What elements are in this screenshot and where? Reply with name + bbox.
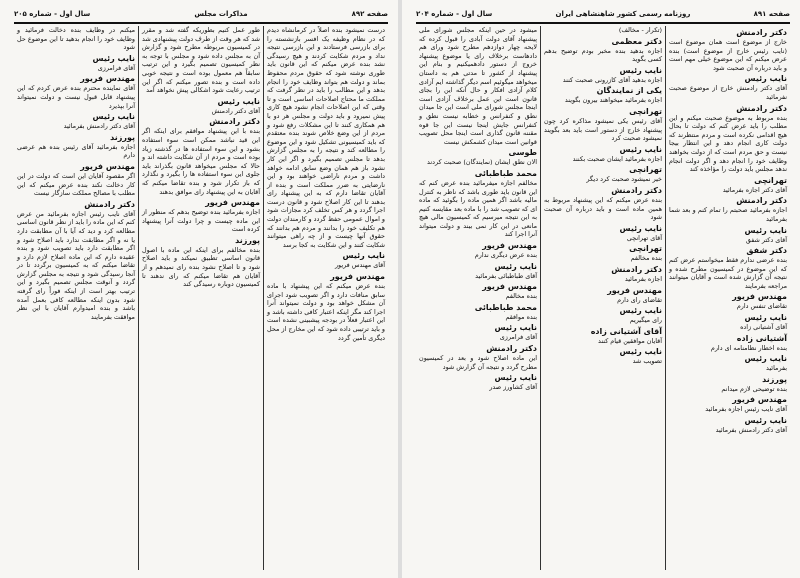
speaker-name: تهرانچی	[629, 106, 662, 116]
speaker-name: مهندس فریور	[732, 292, 787, 302]
speaker-name: نایب رئیس	[744, 354, 787, 364]
speaker-name: دکتر رادمنش	[736, 28, 787, 37]
speaker-name: نایب رئیس	[744, 225, 787, 235]
issue-number: سال اول - شماره ۲۰۴	[416, 10, 493, 18]
speaker-name: دکتر رادمنش	[736, 196, 787, 206]
speech-text: بنده با این پیشنهاد موافقم برای اینکه اگر این قید نباشد ممکن است سوء استفاده بشود و این سوء استفاده ها در گذشته زیاد بوده است و مردم از آن شکایت داشته اند و حالا که مجلس میخواهد قانون بگذراند باید جلوی این سوء استفاده ها را بگیرد و نگذارد که باز تکرار شود و بنده تقاضا میکنم که آقایان به این پیشنهاد رای موافق بدهند	[142, 127, 260, 196]
speech-text: اجازه بفرمائید آقای رئیس بنده هم عرضی دارم	[17, 142, 135, 160]
speech-text: آقای فرامرزی	[97, 63, 135, 72]
speech-text: اجازه بفرمائید میخواهند بیرون بگویند	[564, 96, 662, 105]
speech-text: بنده عرض میکنم که این پیشنهاد با ماده سابق منافات دارد و اگر تصویب شود اجرای آن مشکل خواهد بود و دولت نمیتواند آنرا اجرا کند مگر اینکه اعتبار کافی داشته باشد و این اعتبار فعلاً در بودجه پیشبینی نشده است و باید ترتیبی داده شود که این مخارج از محل دیگری تأمین گردد	[267, 282, 385, 342]
speaker-name: تهرانچی	[754, 175, 787, 185]
speech-text: بنده عرضی ندارم فقط میخواستم عرض کنم که این موضوع در کمیسیون مطرح شده و نتیجه آن گزارش شده است و آقایان میتوانند مراجعه بفرمایند	[669, 256, 787, 290]
speech-text: آقای دکتر رادمنش بفرمائید	[715, 426, 787, 435]
speech-text: تقاضای تنفس دارم	[736, 302, 787, 311]
speaker-name: نایب رئیس	[92, 53, 135, 63]
page-number: صفحه ۸۹۱	[753, 10, 790, 18]
speech-text: آقای دکتر رادمنش بفرمائید	[63, 122, 135, 131]
speech-text: بنده اخطار نظامنامه ای دارم	[710, 343, 787, 352]
speaker-name: مهندس فریور	[607, 285, 662, 295]
speaker-name: نایب رئیس	[217, 96, 260, 106]
speaker-name: نایب رئیس	[744, 416, 787, 426]
speaker-name: آقای آشتیانی زاده	[590, 326, 662, 336]
speech-text: (تکرار - مخالف)	[618, 26, 662, 34]
left-page-header	[14, 8, 388, 20]
speech-text: آقای تهرانچی	[626, 233, 662, 242]
speech-text: اجازه بفرمائید	[624, 274, 662, 283]
speech-text: بنده عرض دیگری ندارم	[474, 251, 537, 260]
speech-text: میشود در حین اینکه مجلس شورای ملی پیشنهاد آقای دولت آبادی را قبول کرده که لایحه چهار دوازدهم مطرح شود ورای هم دادهاست برخلاف رای یا موضوع پیشنهاد خروج از دستور دادهمیکنیم و بنام این پیشنهاد از کشور تا مدتی هم به داستان میخواهد میگوئیم اسم دیگر گذاشته ایم آزادی کلام آزادی افکار و حال آنکه این را بجای قانون است این عمل برخلاف آزادی است اینجا مجلس شورای ملی است این جا میدان نطق و کنفرانس و خطابه نیست نطق و کنفرانس جایش اینجا نیست این جا قوه مقننه قانون گذاری است اینجا محل تصویب قوانین است میدان کشمکش نیست	[419, 26, 537, 146]
speaker-name: نایب رئیس	[619, 306, 662, 316]
issue-number: سال اول - شماره ۲۰۵	[14, 10, 91, 18]
speaker-name: آشتیانی زاده	[736, 333, 787, 343]
text-column	[14, 26, 138, 570]
speech-text: درست نمیشود بنده اصلاً در کرمانشاه دیدم که در نظام وظیفه یک افسر بازنشسته را برای بازرسی فرستادند و این بازرسی نتیجه نداد و مردم شکایت کردند و هیچ رسیدگی نشد بنده عرض میکنم که این قانون باید طوری نوشته شود که حقوق مردم محفوظ بماند و دولت هم بتواند وظایف خود را انجام بدهد و این مطالب را باید در نظر گرفت که مملکت ما محتاج اصلاحات اساسی است و تا وقتی که این اصلاحات انجام نشود هیچ کاری پیش نمیرود و باید دولت و مجلس هر دو با هم همکاری کنند تا این مشکلات رفع شود و مردم از این وضع خلاص شوند بنده معتقدم که باید کمیسیونی تشکیل شود و این موضوع را مطالعه کند و نتیجه را به مجلس گزارش بدهد تا مجلس تصمیم بگیرد و اگر این کار نشود باز هم همان وضع سابق ادامه خواهد داشت و مردم ناراضی خواهند بود و این نارضایتی به ضرر مملکت است و بنده از آقایان تقاضا دارم که به این پیشنهاد رای بدهند تا این کار اصلاح شود و قانون درست اجرا گردد و هر کس تخلف کرد مجازات شود و اموال عمومی حفظ گردد و کارمندان دولت هم تکلیف خود را بدانند و مردم هم بدانند که حقوق آنها چیست و از چه راهی میتوانند شکایت کنند و این شکایت به کجا برسد	[267, 26, 385, 249]
speech-text: بنده موافقم	[505, 312, 537, 321]
speaker-name: دکتر شفق	[746, 246, 787, 256]
speaker-name: نایب رئیس	[342, 251, 385, 261]
speech-text: تقاضای رای دارم	[617, 295, 662, 304]
section-title: روزنامه رسمی کشور شاهنشاهی ایران	[555, 10, 691, 18]
speaker-name: پورزند	[762, 374, 787, 384]
speech-text: آقای نایب رئیس اجازه بفرمائید من عرض کنم که این ماده را باید از نظر قانون اساسی مطالعه کرد و دید که آیا با آن مطابقت دارد یا نه و اگر مطابقت ندارد باید اصلاح شود و اگر مطابقت دارد باید تصویب شود و بنده عقیده دارم که این ماده اصلاح لازم دارد و تقاضا میکنم که به کمیسیون برگردد تا در آنجا رسیدگی شود و نتیجه به مجلس گزارش گردد و آنوقت مجلس تصمیم بگیرد و این ترتیب بهتر است از اینکه فوراً رای گرفته شود بدون اینکه مطالعه کافی بعمل آمده باشد و بنده امیدوارم آقایان با این نظر موافقت بفرمایند	[17, 209, 135, 321]
text-column	[416, 26, 540, 570]
speaker-name: نایب رئیس	[494, 261, 537, 271]
speaker-name: دکتر رادمنش	[611, 185, 662, 195]
speech-text: بنده مخالفم برای اینکه این ماده با اصول قانون اساسی تطبیق نمیکند و باید اصلاح شود و تا اصلاح نشود بنده رای نمیدهم و از آقایان هم تقاضا میکنم که رای ندهند تا کمیسیون دوباره رسیدگی کند	[142, 245, 260, 289]
speaker-name: طوسی	[508, 148, 537, 158]
speech-text: اجازه بفرمائید صحبتم را تمام کنم و بعد شما بفرمائید	[669, 206, 787, 223]
speech-text: بنده مخالفم	[505, 292, 537, 301]
speech-text: طور عمل کنیم بطوریکه گفته شد و مقرر شد که هر وقت از طرف دولت پیشنهادی شد در کمیسیون مربوطه مطرح شود و گزارش آن به مجلس داده شود و مجلس با توجه به نظر کمیسیون تصمیم بگیرد و این ترتیب سابقاً هم معمول بوده است و نتیجه خوبی داده است و بنده تصور میکنم که اگر این ترتیب رعایت شود اشکالی پیش نخواهد آمد	[142, 26, 260, 95]
speech-text: آقایان موافقین قیام کنند	[597, 336, 662, 345]
speech-text: آقای مهندس فریور	[334, 261, 385, 270]
speaker-name: یکی از نمایندگان	[596, 86, 662, 96]
speech-text: این ماده اصلاح شود و بعد در کمیسیون مطرح گردد و نتیجه آن گزارش شود	[419, 354, 537, 371]
speaker-name: نایب رئیس	[744, 313, 787, 323]
speech-text: اگر مقصود آقایان این است که دولت در این کار دخالت نکند بنده عرض میکنم که این مطلب با مصالح مملکت سازگار نیست	[17, 171, 135, 198]
left-page	[0, 0, 398, 578]
speaker-name: مهندس فریور	[482, 241, 537, 251]
right-columns	[416, 26, 790, 570]
speaker-name: دکتر معظمی	[611, 36, 662, 46]
speaker-name: پورزند	[235, 235, 260, 245]
speech-text: آقای نایب رئیس اجازه بفرمائید	[705, 405, 787, 414]
speaker-name: محمد طباطبائی	[474, 168, 537, 178]
text-column	[540, 26, 665, 570]
speaker-name: دکتر رادمنش	[736, 103, 787, 113]
speech-text: آقای آشتیانی زاده	[740, 323, 787, 332]
speaker-name: نایب رئیس	[744, 74, 787, 84]
speech-text: آقای فرامرزی	[499, 333, 537, 342]
speaker-name: نایب رئیس	[619, 223, 662, 233]
speech-text: آقای رئیس یکی نمیشود مذاکره کرد چون پیشنهاد خارج از دستور است باید بعد بگویند نمیشود صحبت کرد	[544, 116, 662, 143]
speech-text: تصویب شد	[632, 357, 662, 366]
speech-text: آقای طباطبائی بفرمائید	[475, 271, 537, 280]
speaker-name: تهرانچی	[629, 165, 662, 175]
speaker-name: دکتر رادمنش	[611, 264, 662, 274]
speech-text: آقای دکتر اجازه بفرمائید	[722, 185, 787, 194]
speech-text: خیر نمیشود صحبت کرد دیگر	[586, 175, 662, 184]
speech-text: اجازه بفرمائید ایشان صحبت بکنند	[572, 154, 662, 163]
section-title: مذاکرات مجلس	[194, 10, 248, 18]
speaker-name: مهندس فریور	[482, 282, 537, 292]
right-page	[402, 0, 800, 578]
speech-text: بنده عرض میکنم که این پیشنهاد مربوط به همین ماده است و باید درباره آن صحبت شود	[544, 195, 662, 222]
text-column	[138, 26, 263, 570]
speaker-name: پورزند	[110, 132, 135, 142]
header-rule	[416, 22, 790, 24]
speaker-name: دکتر رادمنش	[209, 117, 260, 127]
speech-text: میکنم در وظایف بنده دخالت فرمائید و وظایف خود را انجام بدهید تا این موضوع حل شود	[17, 26, 135, 52]
speech-text: آقای دکتر رادمنش	[211, 106, 260, 115]
speaker-name: مهندس فریور	[330, 272, 385, 282]
speech-text: اجازه بدهید آقای کازرونی صحبت کنند	[562, 75, 662, 84]
speech-text: اجازه بدهید بنده مخبر بودم توضیح بدهم کسی بگوید	[544, 46, 662, 64]
speech-text: بنده مربوط به موضوع صحبت میکنم و این مطلب را باید عرض کنم که دولت تا بحال هیچ اقدامی نکرده است و مردم منتظرند که دولت کاری انجام دهد و این انتظار بیجا نیست و حق مردم است که از دولت بخواهند وظایف خود را انجام دهد و اگر دولت انجام ندهد مجلس باید دولت را مؤاخذه کند	[669, 113, 787, 174]
speech-text: اجازه بفرمائید بنده توضیح بدهم که منظور از این ماده چیست و چرا دولت آنرا پیشنهاد کرده است	[142, 208, 260, 234]
speaker-name: مهندس فریور	[732, 395, 787, 405]
speaker-name: نایب رئیس	[494, 373, 537, 383]
speaker-name: محمد طباطبائی	[474, 302, 537, 312]
text-column	[263, 26, 388, 570]
header-rule	[14, 22, 388, 24]
speaker-name: مهندس فریور	[205, 198, 260, 208]
speech-text: بفرمائید	[766, 364, 787, 373]
speech-text: آقای دکتر شفق	[745, 235, 787, 244]
speaker-name: مهندس فریور	[80, 74, 135, 84]
speech-text: مخالفم اجازه میفرمائید بنده عرض کنم که این قانون باید طوری باشد که ناظر به کنترل مالیه باشد اگر همین ماده را بگوئید که ماده ای که تصویب شد را با ماده بعد مقایسه کنیم به این نتیجه میرسیم که کمیسیون مالی هیچ مانعی در این کار نمی بیند و دولت میتواند آنرا اجرا کند	[419, 178, 537, 239]
speaker-name: نایب رئیس	[619, 144, 662, 154]
speech-text: بنده مخالفم	[630, 254, 662, 263]
left-columns	[14, 26, 388, 570]
speech-text: رای میگیریم	[629, 316, 662, 325]
speaker-name: نایب رئیس	[494, 323, 537, 333]
speaker-name: مهندس فریور	[80, 161, 135, 171]
speech-text: آقای نماینده محترم بنده عرض کردم که این پیشنهاد قابل قبول نیست و دولت نمیتواند آنرا بپذیرد	[17, 84, 135, 110]
speaker-name: دکتر رادمنش	[84, 199, 135, 209]
speaker-name: نایب رئیس	[619, 65, 662, 75]
speaker-name: نایب رئیس	[619, 347, 662, 357]
page-number: صفحه ۸۹۲	[351, 10, 388, 18]
speaker-name: دکتر رادمنش	[486, 344, 537, 354]
right-page-header	[416, 8, 790, 20]
text-column	[665, 26, 790, 570]
speech-text: الان نطق ایشان (نمایندگان) صحبت کردند	[427, 158, 537, 167]
speech-text: آقای دکتر رادمنش خارج از موضوع صحبت نفرمائید	[669, 84, 787, 101]
speech-text: بنده توضیحی لازم میدانم	[721, 384, 787, 393]
speech-text: خارج از موضوع است همان موضوع است (نایب رئیس خارج از موضوع است) بنده عرض میکنم که این موضوع خیلی مهم است و باید درباره آن صحبت شود	[669, 38, 787, 72]
speech-text: آقای کشاورز صدر	[489, 383, 537, 392]
speaker-name: تهرانچی	[629, 244, 662, 254]
speaker-name: نایب رئیس	[92, 112, 135, 122]
